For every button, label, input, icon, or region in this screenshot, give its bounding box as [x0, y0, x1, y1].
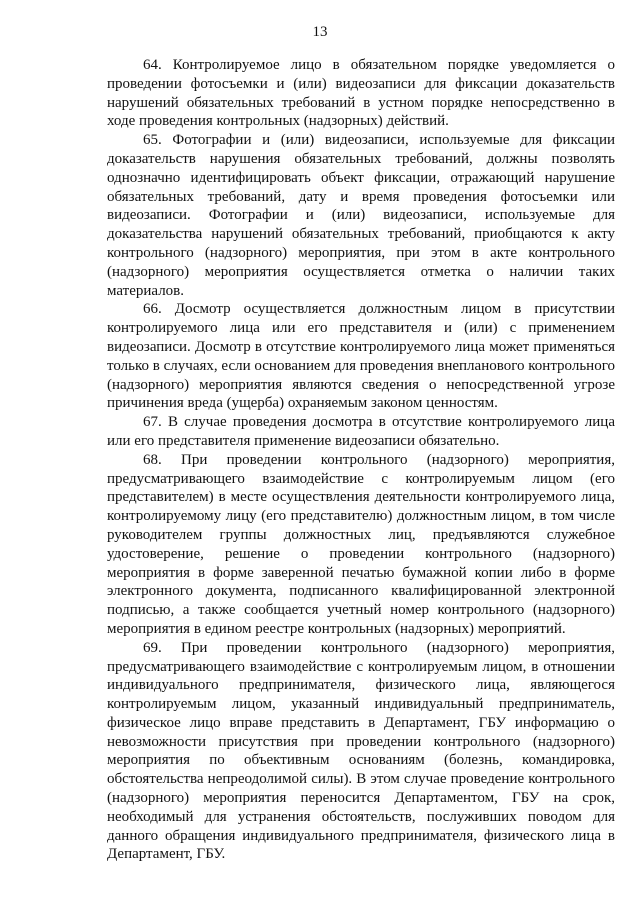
paragraph-65: 65. Фотографии и (или) видеозаписи, используемые для фиксации доказательств нарушения обязательных требований, должны позволять однозначно идентифицировать объект фиксации, отражающий нарушение обязательных требований, дату и время проведения фотосъемки или видеозаписи. Фотографии и (или) видеозаписи, используемые для доказательства нарушений обязательных требований, приобщаются к акту контрольного (надзорного) мероприятия, при этом в акте контрольного (надзорного) мероприятия осуществляется отметка о наличии таких материалов. [107, 132, 615, 299]
page-number: 13 [312, 24, 328, 40]
paragraph-64: 64. Контролируемое лицо в обязательном порядке уведомляется о проведении фотосъемки и (или) видеозаписи для фиксации доказательств нарушений обязательных требований в устном порядке непосредственно в ходе проведения контрольных (надзорных) действий. [107, 57, 615, 130]
paragraph-66: 66. Досмотр осуществляется должностным лицом в присутствии контролируемого лица или его представителя и (или) с применением видеозаписи. Досмотр в отсутствие контролируемого лица может применяться только в случаях, если основанием для проведения внепланового контрольного (надзорного) мероприятия являются сведения о непосредственной угрозе причинения вреда (ущерба) охраняемым законом ценностям. [107, 301, 615, 412]
paragraph-67: 67. В случае проведения досмотра в отсутствие контролируемого лица или его представителя применение видеозаписи обязательно. [107, 414, 615, 449]
paragraph-69: 69. При проведении контрольного (надзорного) мероприятия, предусматривающего взаимодействие с контролируемым лицом, в отношении индивидуального предпринимателя, физического лица, являющегося контролируемым лицом, указанный индивидуальный предприниматель, физическое лицо вправе представить в Департамент, ГБУ информацию о невозможности присутствия при проведении контрольного (надзорного) мероприятия по объективным основаниям (болезнь, командировка, обстоятельства непреодолимой силы). В этом случае проведение контрольного (надзорного) мероприятия переносится Департаментом, ГБУ на срок, необходимый для устранения обстоятельств, послуживших поводом для данного обращения индивидуального предпринимателя, физического лица в Департамент, ГБУ. [107, 639, 615, 863]
paragraph-68: 68. При проведении контрольного (надзорного) мероприятия, предусматривающего взаимодействие с контролируемым лицом (его представителем) в месте осуществления деятельности контролируемого лица, контролируемому лицу (его представителю) должностным лицом, в том числе руководителем группы должностных лиц, предъявляются служебное удостоверение, решение о проведении контрольного (надзорного) мероприятия в форме заверенной печатью бумажной копии либо в форме электронного документа, подписанного квалифицированной электронной подписью, а также сообщается учетный номер контрольного (надзорного) мероприятия в едином реестре контрольных (надзорных) мероприятий. [107, 451, 615, 637]
document-body [107, 56, 615, 864]
